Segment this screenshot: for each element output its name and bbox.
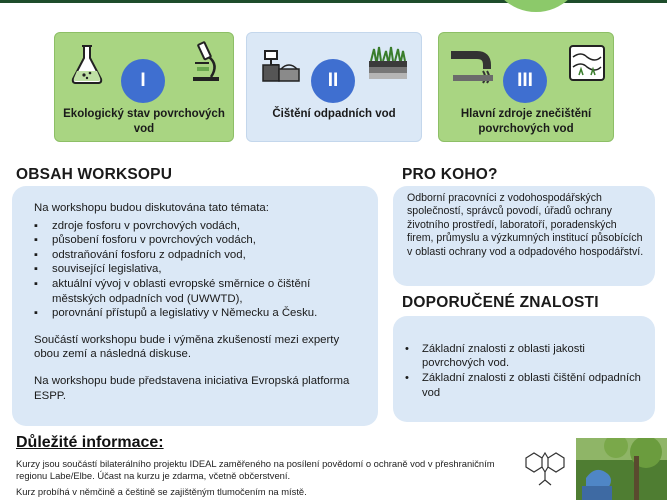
info-text-language: Kurz probíhá v němčině a češtině se zajištěným tlumočením na místě. bbox=[16, 486, 307, 497]
obsah-panel bbox=[12, 186, 378, 426]
pro-koho-text: Odborní pracovníci z vodohospodářských společností, správců povodí, úřadů ochrany životního prostředí, laboratoří, poradenských firem, průmyslu a výzkumných institucí působících v oblasti ochrany vod a odpadového hospodářství. bbox=[407, 192, 644, 258]
obsah-paragraph-espp: Na workshopu bude představena iniciativa Evropská platforma ESPP. bbox=[34, 374, 350, 402]
list-item: • Základní znalosti z oblasti čištění odpadních vod bbox=[405, 371, 645, 399]
pro-koho-title: PRO KOHO? bbox=[402, 166, 498, 183]
flask-icon bbox=[69, 43, 105, 85]
wetland-icon bbox=[367, 43, 409, 83]
card-numeral: II bbox=[311, 59, 355, 103]
info-title: Důležité informace: bbox=[16, 434, 164, 451]
list-item: ▪ porovnání přístupů a legislativy v Německu a Česku. bbox=[34, 306, 362, 321]
card-label: Čištění odpadních vod bbox=[272, 108, 396, 120]
topic-card-1 bbox=[54, 32, 234, 142]
list-item: ▪ aktuální vývoj v oblasti evropské směrnice o čištění městských odpadních vod (UWWTD), bbox=[34, 277, 362, 306]
field-icon bbox=[567, 43, 607, 83]
card-numeral: III bbox=[503, 59, 547, 103]
molecule-structure-icon bbox=[520, 448, 570, 494]
topic-card-3 bbox=[438, 32, 614, 142]
pro-koho-panel bbox=[393, 186, 655, 286]
obsah-intro: Na workshopu budou diskutována tato témata: bbox=[34, 202, 269, 214]
list-item: • Základní znalosti z oblasti jakosti povrchových vod. bbox=[405, 342, 645, 370]
list-item: ▪ působení fosforu v povrchových vodách, bbox=[34, 233, 362, 248]
treatment-plant-icon bbox=[261, 45, 303, 85]
obsah-title: OBSAH WORKSOPU bbox=[16, 166, 173, 183]
card-label: Ekologický stav povrchových vod bbox=[63, 108, 225, 135]
list-item: ▪ zdroje fosforu v povrchových vodách, bbox=[34, 219, 362, 234]
knowledge-list bbox=[405, 342, 645, 400]
outflow-pipe-icon bbox=[449, 45, 495, 85]
info-text-project: Kurzy jsou součástí bilaterálního projektu IDEAL zaměřeného na posílení povědomí o ochraně vod v přeshraničním regionu Labe/Elbe. Účast na kurzu je zdarma, včetně občerstvení. bbox=[16, 458, 495, 481]
topic-card-2 bbox=[246, 32, 422, 142]
card-numeral: I bbox=[121, 59, 165, 103]
obsah-paragraph-exchange: Součástí workshopu bude i výměna zkušeností mezi experty obou zemí a následná diskuse. bbox=[34, 333, 340, 361]
znalosti-panel bbox=[393, 316, 655, 422]
list-item: ▪ odstraňování fosforu z odpadních vod, bbox=[34, 248, 362, 263]
znalosti-title: DOPORUČENÉ ZNALOSTI bbox=[402, 294, 599, 311]
microscope-icon bbox=[187, 41, 223, 85]
nature-photo bbox=[576, 438, 667, 500]
topic-list bbox=[34, 219, 362, 321]
list-item: ▪ související legislativa, bbox=[34, 262, 362, 277]
card-label: Hlavní zdroje znečištění povrchových vod bbox=[460, 108, 592, 135]
